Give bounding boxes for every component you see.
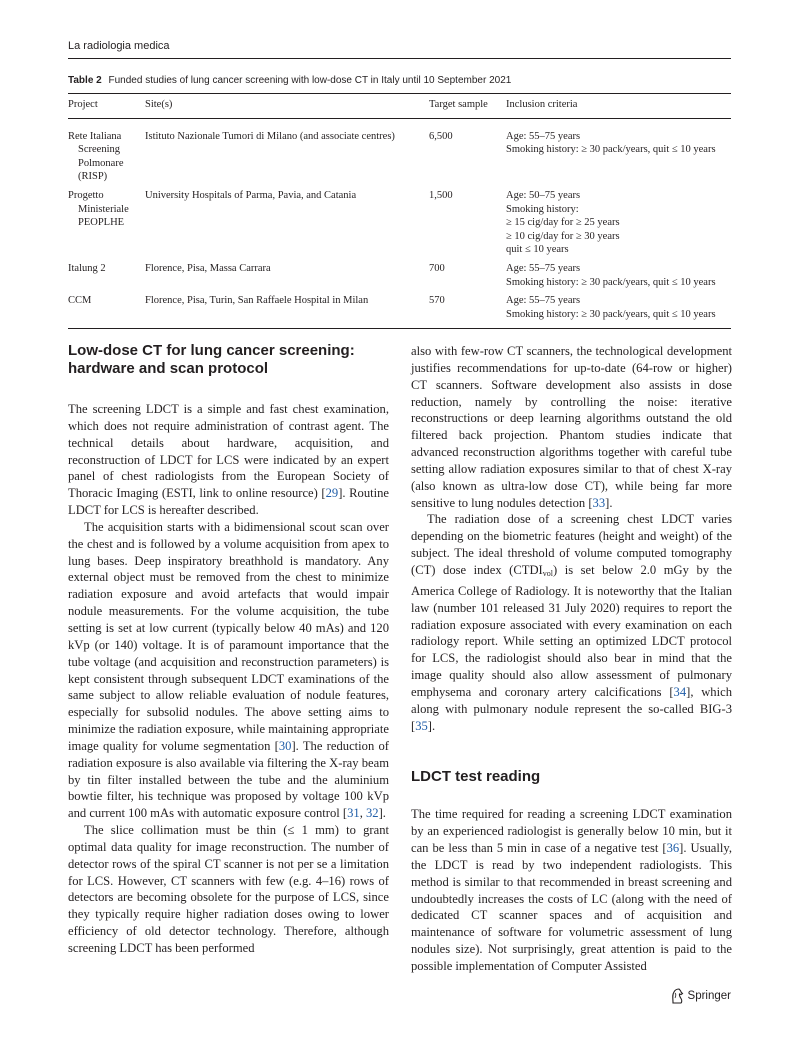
publisher-name: Springer xyxy=(687,990,731,1002)
cell-project: CCM xyxy=(68,295,92,307)
cell-target: 6,500 xyxy=(429,130,453,142)
cell-sites: Florence, Pisa, Massa Carrara xyxy=(145,262,271,274)
citation-link[interactable]: 33 xyxy=(592,495,606,510)
springer-horse-icon xyxy=(670,988,684,1004)
section-heading-reading: LDCT test reading xyxy=(411,768,541,786)
cell-sites: Florence, Pisa, Turin, San Raffaele Hospital in Milan xyxy=(145,295,369,307)
paragraph: The radiation dose of a screening chest LDCT varies depending on the biometric features (height and weight) of the subject. The ideal threshold of volume computed tomography (CT) dose index $(CTDI_{vol})$ is set below 2.0 mGy by the America College of Radiology. It is noteworthy that the Italian law (number 101 released 31 July 2020) requires to report the radiation exposure associated with every examination on each radiology report. While setting an optimized LDCT protocol for LCS, the radiologist should also bear in mind that the image quality should also allow assessment of pulmonary emphysema and coronary artery calcifications [34], which along with pulmonary nodule represent the so-called BIG-3 [35]. xyxy=(411,512,732,733)
header-project: Project xyxy=(68,99,98,110)
citation-link[interactable]: 35 xyxy=(415,718,428,733)
left-column xyxy=(68,342,389,957)
header-target-sample: Target sample xyxy=(429,99,488,110)
cell-criteria: Age: 55–75 years Smoking history: ≥ 30 pack/years, quit ≤ 10 years xyxy=(506,130,716,156)
cell-criteria: Age: 50–75 years Smoking history: ≥ 15 cig/day for ≥ 25 years ≥ 10 cig/day for ≥ 30 years quit ≤ 10 years xyxy=(506,189,620,256)
table-caption xyxy=(68,75,511,86)
header-rule xyxy=(68,58,731,59)
table-row xyxy=(68,189,731,262)
table-row xyxy=(68,262,731,294)
citation-link[interactable]: 31 xyxy=(347,806,360,821)
citation-link[interactable]: 29 xyxy=(325,486,339,501)
citation-link[interactable]: 30 xyxy=(278,738,292,753)
table-caption-label: Table 2 xyxy=(68,75,102,86)
cell-project: Rete Italiana Screening Polmonare (RISP) xyxy=(68,130,124,183)
subscript: vol xyxy=(542,568,553,578)
paragraph: The acquisition starts with a bidimensional scout scan over the chest and is followed by a volume acquisition from apex to lung bases. Deep inspiratory breathhold is mandatory. Any external object must be removed from the chest to minimize radiation exposure and avoid artefacts that would impair nodule measurements. For the volume acquisition, the tube setting is set at low current (typically below 40 mAs) and 120 kVp (or 140) voltage. It is of paramount importance that the tube voltage (and acquisition and reconstruction parameters) is kept consistent through subsequent LDCT examinations of the same subject to allow reliable evaluation of nodule features, especially for subsolid nodules. The above setting aims to minimize the radiation exposure, while maintaining appropriate image quality for volume segmentation [30]. The reduction of radiation exposure is also available via filtering the X-ray beam by tin filter installed between the tube and the aluminium bowtie filter, his technique was proposed by voltage 100 kVp and current 100 mAs with automatic exposure control [31, 32]. xyxy=(68,519,389,821)
cell-sites: Istituto Nazionale Tumori di Milano (and associate centres) xyxy=(145,130,395,142)
right-column xyxy=(411,343,732,975)
citation-link[interactable]: 34 xyxy=(673,684,687,699)
cell-sites: University Hospitals of Parma, Pavia, and Catania xyxy=(145,189,357,201)
section-heading-hardware: Low-dose CT for lung cancer screening: hardware and scan protocol xyxy=(68,342,355,377)
cell-criteria: Age: 55–75 years Smoking history: ≥ 30 pack/years, quit ≤ 10 years xyxy=(506,262,716,288)
publisher-footer xyxy=(670,988,731,1004)
paragraph: also with few-row CT scanners, the technological development justifies recommendations for up-to-date (64-row or higher) CT scanners. Software development also assists in dose reduction, namely by controlling the noise: iterative reconstructions or deep learning algorithms outstand the old filtered back projection. Phantom studies indicate that advanced reconstruction algorithms together with careful tube setting allow radiation exposures similar to that of chest X-ray (also known as ultra-low dose CT), while being far more sensitive to lung nodules detection [33]. xyxy=(411,344,732,510)
cell-criteria: Age: 55–75 years Smoking history: ≥ 30 pack/years, quit ≤ 10 years xyxy=(506,295,716,320)
paragraph: The time required for reading a screening LDCT examination by an experienced radiologist is generally below 10 min, but it can be less than 5 min in case of a negative test [36]. Usually, the LDCT is read by two independent radiologists. This method is similar to that recommended in breast screening and undoubtedly increases the costs of LC (along with the need of dedicated CT scanner spaces and of acquisition and maintenance of software for volumetric assessment of lung nodules size). Not surprisingly, great attention is paid to the possible implementation of Computer Assisted xyxy=(411,807,732,973)
citation-link[interactable]: 32 xyxy=(365,806,379,821)
cell-target: 570 xyxy=(429,295,445,307)
table-header-row xyxy=(68,94,731,119)
paragraph: The screening LDCT is a simple and fast chest examination, which does not require administration of contrast agent. The technical details about hardware, acquisition, and reconstruction of LDCT for LCS were indicated by an expert panel of chest radiologists from the European Society of Thoracic Imaging (ESTI, link to online resource) [29]. Routine LDCT for LCS is hereafter described. xyxy=(68,402,390,518)
cell-project: Progetto Ministeriale PEOPLHE xyxy=(68,189,129,229)
header-inclusion-criteria: Inclusion criteria xyxy=(506,99,578,110)
table-row xyxy=(68,294,731,329)
table-caption-text: Funded studies of lung cancer screening with low-dose CT in Italy until 10 September 2021 xyxy=(108,75,512,86)
table-row xyxy=(68,118,731,189)
header-sites: Site(s) xyxy=(145,99,173,110)
cell-target: 700 xyxy=(429,262,445,274)
studies-table xyxy=(68,93,731,329)
running-head: La radiologia medica xyxy=(68,40,170,52)
cell-target: 1,500 xyxy=(429,189,453,201)
citation-link[interactable]: 36 xyxy=(666,841,680,856)
paragraph: The slice collimation must be thin (≤ 1 mm) to grant optimal data quality for image reconstruction. The number of detector rows of the spiral CT scanner is not per se a limitation for LCS. However, CT scanners with few (e.g. 4–16) rows of detectors are becoming obsolete for the purpose of LCS, since they typically require higher radiation doses owing to lower efficiency of old detector technology. Therefore, although screening LDCT has been performed xyxy=(68,823,389,955)
cell-project: Italung 2 xyxy=(68,262,106,274)
